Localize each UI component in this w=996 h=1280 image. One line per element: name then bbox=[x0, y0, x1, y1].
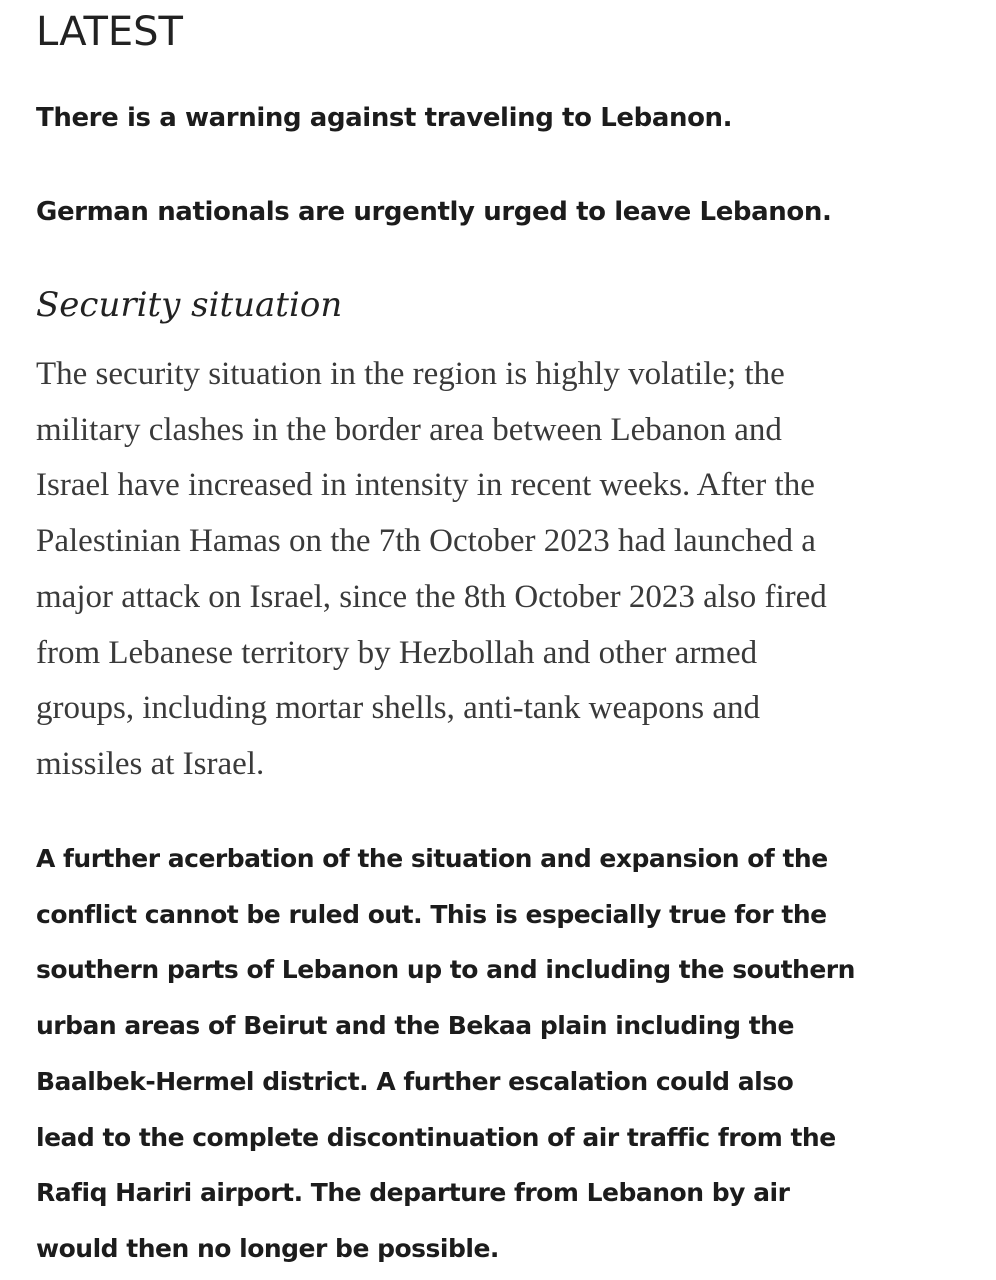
paragraph-line: urban areas of Beirut and the Bekaa plain including the bbox=[36, 1011, 794, 1041]
paragraph-line: The security situation in the region is highly volatile; the bbox=[36, 356, 785, 392]
paragraph-line: southern parts of Lebanon up to and including the southern bbox=[36, 955, 855, 985]
paragraph-line: Rafiq Hariri airport. The departure from Lebanon by air bbox=[36, 1178, 790, 1208]
paragraph-line: would then no longer be possible. bbox=[36, 1233, 499, 1263]
latest-heading: LATEST bbox=[36, 9, 183, 55]
security-situation-paragraph bbox=[36, 347, 827, 793]
paragraph-line: major attack on Israel, since the 8th October 2023 also fired bbox=[36, 578, 827, 615]
paragraph-line: lead to the complete discontinuation of air traffic from the bbox=[36, 1122, 836, 1152]
paragraph-line: Israel have increased in intensity in recent weeks. After the bbox=[36, 467, 815, 504]
paragraph-line: Palestinian Hamas on the 7th October 2023 had launched a bbox=[36, 523, 816, 560]
paragraph-line: groups, including mortar shells, anti-tank weapons and bbox=[36, 690, 761, 727]
paragraph-line: from Lebanese territory by Hezbollah and other armed bbox=[36, 634, 758, 671]
security-situation-title: Security situation bbox=[36, 285, 343, 325]
paragraph-line: missiles at Israel. bbox=[36, 745, 265, 782]
paragraph-line: Baalbek-Hermel district. A further escalation could also bbox=[36, 1066, 794, 1096]
paragraph-line: A further acerbation of the situation and expansion of the bbox=[36, 844, 828, 873]
travel-warning-notice: There is a warning against traveling to Lebanon. bbox=[36, 103, 733, 133]
paragraph-line: conflict cannot be ruled out. This is especially true for the bbox=[36, 899, 827, 929]
leave-country-notice: German nationals are urgently urged to leave Lebanon. bbox=[36, 197, 832, 227]
paragraph-line: military clashes in the border area between Lebanon and bbox=[36, 411, 782, 448]
escalation-warning-paragraph bbox=[36, 831, 855, 1277]
